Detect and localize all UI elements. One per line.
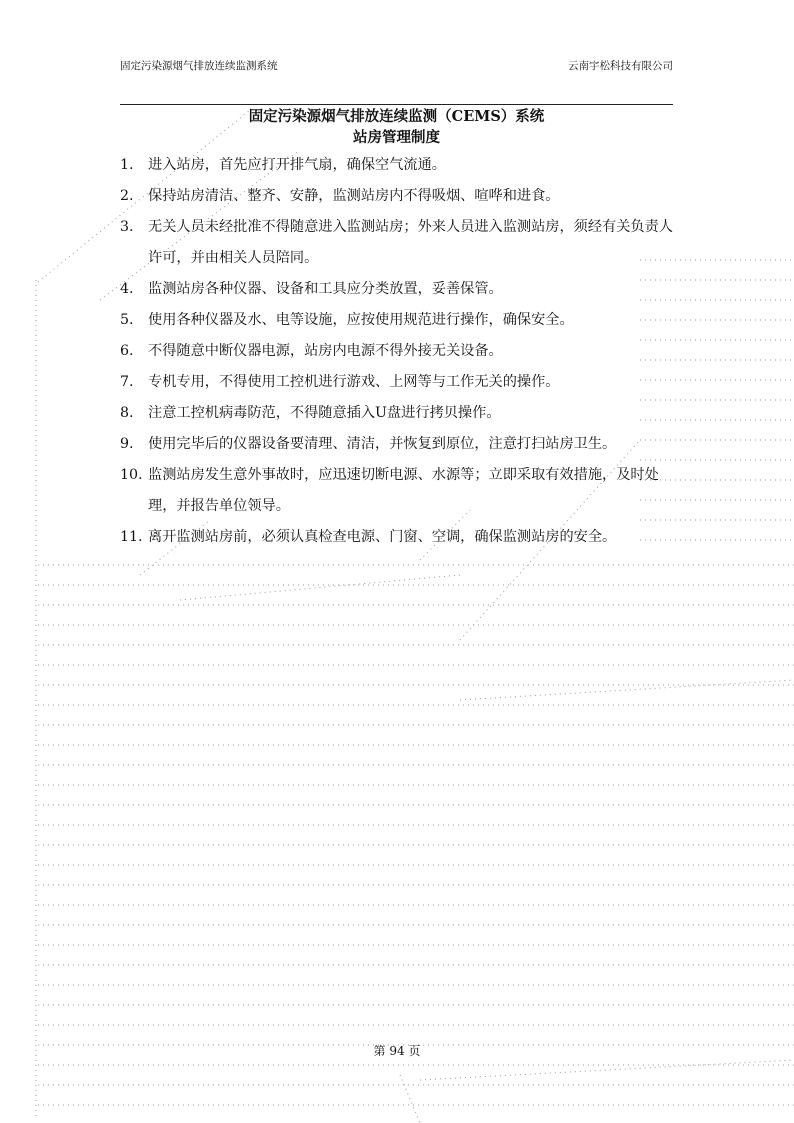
rule-item-6 [120, 336, 675, 367]
rule-text: 监测站房发生意外事故时，应迅速切断电源、水源等；立即采取有效措施，及时处理，并报告单位领导。 [148, 467, 659, 514]
rule-item-10 [120, 460, 675, 522]
dotted-line [180, 575, 460, 600]
page-header [120, 58, 673, 105]
header-system-name: 固定污染源烟气排放连续监测系统 [120, 60, 278, 72]
rule-number: 7. [120, 374, 134, 390]
rule-item-4 [120, 274, 675, 305]
rule-number: 2. [120, 188, 134, 204]
rule-number: 5. [120, 312, 134, 328]
rule-item-5 [120, 305, 675, 336]
rule-item-2 [120, 181, 675, 212]
title-line-1: 固定污染源烟气排放连续监测（CEMS）系统 [248, 108, 545, 125]
rule-text: 注意工控机病毒防范，不得随意插入U盘进行拷贝操作。 [148, 405, 501, 421]
rule-number: 9. [120, 436, 134, 452]
rule-number: 3. [120, 219, 134, 235]
page-footer [0, 1042, 794, 1059]
rule-item-11 [120, 522, 675, 553]
dotted-line [400, 1075, 420, 1123]
rule-text: 使用完毕后的仪器设备要清理、清洁，并恢复到原位，注意打扫站房卫生。 [148, 436, 617, 452]
rules-list [120, 150, 675, 553]
rule-number: 4. [120, 281, 134, 297]
rule-number: 6. [120, 343, 134, 359]
header-company-name: 云南宇松科技有限公司 [568, 60, 673, 72]
rule-number: 1. [120, 157, 134, 173]
document-title [120, 106, 673, 148]
page-number: 第 94 页 [373, 1044, 421, 1058]
rule-number: 8. [120, 405, 134, 421]
rule-text: 不得随意中断仪器电源，站房内电源不得外接无关设备。 [148, 343, 503, 359]
dotted-line [420, 1060, 794, 1080]
rule-text: 无关人员未经批准不得随意进入监测站房；外来人员进入监测站房，须经有关负责人许可，并由相关人员陪同。 [148, 219, 673, 266]
rule-item-3 [120, 212, 675, 274]
rule-text: 进入站房，首先应打开排气扇，确保空气流通。 [148, 157, 446, 173]
dotted-line [460, 680, 794, 700]
rule-number: 11. [120, 529, 143, 545]
rule-item-8 [120, 398, 675, 429]
rule-text: 使用各种仪器及水、电等设施，应按使用规范进行操作，确保安全。 [148, 312, 574, 328]
rule-item-7 [120, 367, 675, 398]
rule-item-1 [120, 150, 675, 181]
rule-text: 保持站房清洁、整齐、安静，监测站房内不得吸烟、喧哗和进食。 [148, 188, 560, 204]
rule-number: 10. [120, 467, 143, 483]
rule-text: 离开监测站房前，必须认真检查电源、门窗、空调，确保监测站房的安全。 [148, 529, 617, 545]
rule-text: 监测站房各种仪器、设备和工具应分类放置，妥善保管。 [148, 281, 503, 297]
rule-text: 专机专用，不得使用工控机进行游戏、上网等与工作无关的操作。 [148, 374, 560, 390]
title-line-2: 站房管理制度 [353, 129, 440, 146]
rule-item-9 [120, 429, 675, 460]
